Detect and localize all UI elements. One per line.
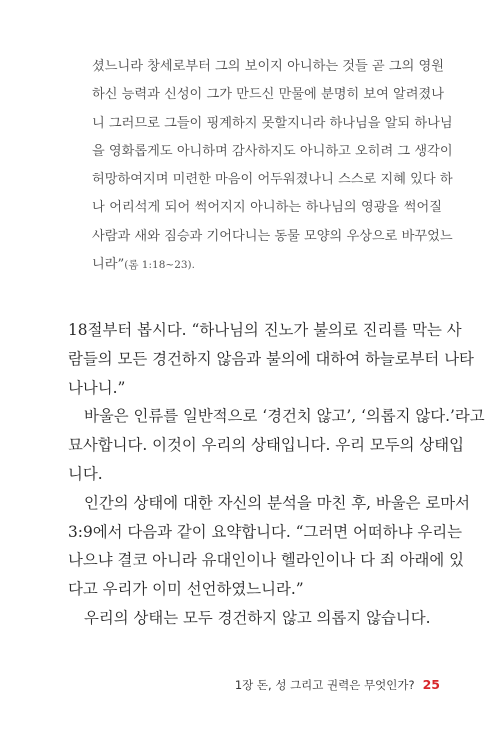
body-line: 람들의 모든 경건하지 않음과 불의에 대하여 하늘로부터 나타 — [68, 349, 474, 368]
body-line: 인간의 상태에 대한 자신의 분석을 마친 후, 바울은 로마서 — [84, 493, 470, 512]
body-line: 3:9에서 다음과 같이 요약합니다. “그러면 어떠하냐 우리는 — [68, 522, 462, 541]
body-line: 바울은 인류를 일반적으로 ‘경건치 않고’, ‘의롭지 않다.’라고 — [84, 407, 485, 426]
body-line: 니다. — [68, 464, 103, 483]
body-line: 우리의 상태는 모두 경건하지 않고 의롭지 않습니다. — [84, 608, 431, 627]
body-line: 묘사합니다. 이것이 우리의 상태입니다. 우리 모두의 상태입 — [68, 436, 464, 455]
body-line: 다고 우리가 이미 선언하였느니라.” — [68, 580, 304, 599]
quote-line: 하신 능력과 신성이 그가 만드신 만물에 분명히 보여 알려졌나 — [92, 87, 445, 103]
quote-line: 허망하여지며 미련한 마음이 어두워졌나니 스스로 지혜 있다 하 — [92, 172, 453, 188]
page-number: 25 — [422, 677, 440, 692]
scripture-quote — [92, 53, 453, 279]
quote-line: 나 어리석게 되어 썩어지지 아니하는 하나님의 영광을 썩어질 — [92, 200, 442, 216]
quote-line: 사람과 새와 짐승과 기어다니는 동물 모양의 우상으로 바꾸었느 — [92, 228, 453, 244]
quote-line: 니 그러므로 그들이 핑계하지 못할지니라 하나님을 알되 하나님 — [92, 115, 453, 131]
quote-last-line — [92, 251, 442, 279]
body-line: 18절부터 봅시다. “하나님의 진노가 불의로 진리를 막는 사 — [68, 321, 462, 339]
body-line: 나나니.” — [68, 378, 126, 397]
quote-line: 니라” — [92, 257, 125, 273]
page-footer — [235, 677, 440, 693]
chapter-title: 1장 돈, 성 그리고 권력은 무엇인가? — [234, 678, 415, 692]
quote-line: 셨느니라 창세로부터 그의 보이지 아니하는 것들 곧 그의 영원 — [92, 59, 445, 74]
body-line: 나으냐 결코 아니라 유대인이나 헬라인이나 다 죄 아래에 있 — [68, 551, 464, 570]
quote-line: 을 영화롭게도 아니하며 감사하지도 아니하고 오히려 그 생각이 — [92, 143, 453, 159]
body-text — [68, 316, 485, 633]
scripture-reference: (롬 1:18~23). — [124, 259, 195, 272]
